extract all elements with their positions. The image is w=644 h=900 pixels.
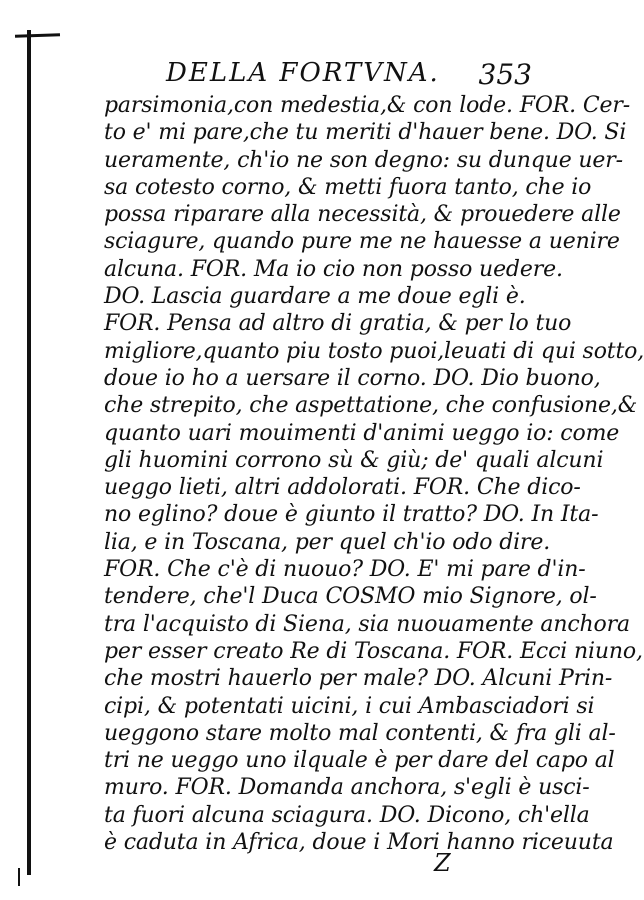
text-line: muro. FOR. Domanda anchora, s'egli è usci- <box>104 775 590 801</box>
text-line: cipi, & potentati uicini, i cui Ambasciadori si <box>104 693 595 719</box>
text-line: FOR. Che c'è di nuouo? DO. E' mi pare d'in- <box>104 557 586 583</box>
page-number: 353 <box>478 58 532 91</box>
text-line: è caduta in Africa, doue i Mori hanno riceuuta <box>104 830 614 856</box>
text-line: gli huomini corrono sù & giù; de' quali alcuni <box>104 447 604 473</box>
text-line: to e' mi pare,che tu meriti d'hauer bene. DO. Si <box>104 120 627 146</box>
text-line: ta fuori alcuna sciagura. DO. Dicono, ch'ella <box>104 802 590 828</box>
text-line: ueggono stare molto mal contenti, & fra gli al- <box>104 720 616 746</box>
text-line: sa cotesto corno, & metti fuora tanto, che io <box>104 174 592 200</box>
text-line: lia, e in Toscana, per quel ch'io odo dire. <box>104 529 551 555</box>
signature-mark: Z <box>434 849 451 877</box>
book-page <box>104 58 644 856</box>
text-line: tendere, che'l Duca COSMO mio Signore, ol- <box>104 584 597 610</box>
text-line: ueggo lieti, altri addolorati. FOR. Che dico- <box>104 475 581 501</box>
left-margin-rule <box>27 30 31 875</box>
body-text <box>104 92 644 856</box>
text-line: no eglino? doue è giunto il tratto? DO. In Ita- <box>104 502 599 528</box>
text-line: parsimonia,con medestia,& con lode. FOR. Cer- <box>104 93 631 118</box>
text-line: FOR. Pensa ad altro di gratia, & per lo tuo <box>104 311 572 337</box>
text-line: DO. Lascia guardare a me doue egli è. <box>104 284 526 310</box>
text-line: quanto uari mouimenti d'animi ueggo io: come <box>104 420 620 446</box>
text-line: doue io ho a uersare il corno. DO. Dio buono, <box>104 365 601 391</box>
running-title: DELLA FORTVNA. <box>166 58 440 88</box>
text-line: ueramente, ch'io ne son degno: su dunque uer- <box>104 147 623 173</box>
text-line: tra l'acquisto di Siena, sia nuouamente anchora <box>104 611 630 637</box>
left-margin-rule-tick <box>18 868 30 886</box>
text-line: tri ne ueggo uno ilquale è per dare del capo al <box>104 748 615 774</box>
running-head <box>104 58 532 92</box>
text-line: sciagure, quando pure me ne hauesse a uenire <box>104 229 620 255</box>
text-line: possa riparare alla necessità, & prouedere alle <box>104 202 621 228</box>
text-line: che mostri hauerlo per male? DO. Alcuni Prin- <box>104 666 613 692</box>
left-margin-rule-cap <box>15 33 60 38</box>
text-line: migliore,quanto piu tosto puoi,leuati di qui sotto, <box>104 338 644 364</box>
text-line: per esser creato Re di Toscana. FOR. Ecci niuno, <box>104 638 643 664</box>
text-line: alcuna. FOR. Ma io cio non posso uedere. <box>104 256 563 282</box>
text-line: che strepito, che aspettatione, che confusione,& <box>104 393 638 419</box>
